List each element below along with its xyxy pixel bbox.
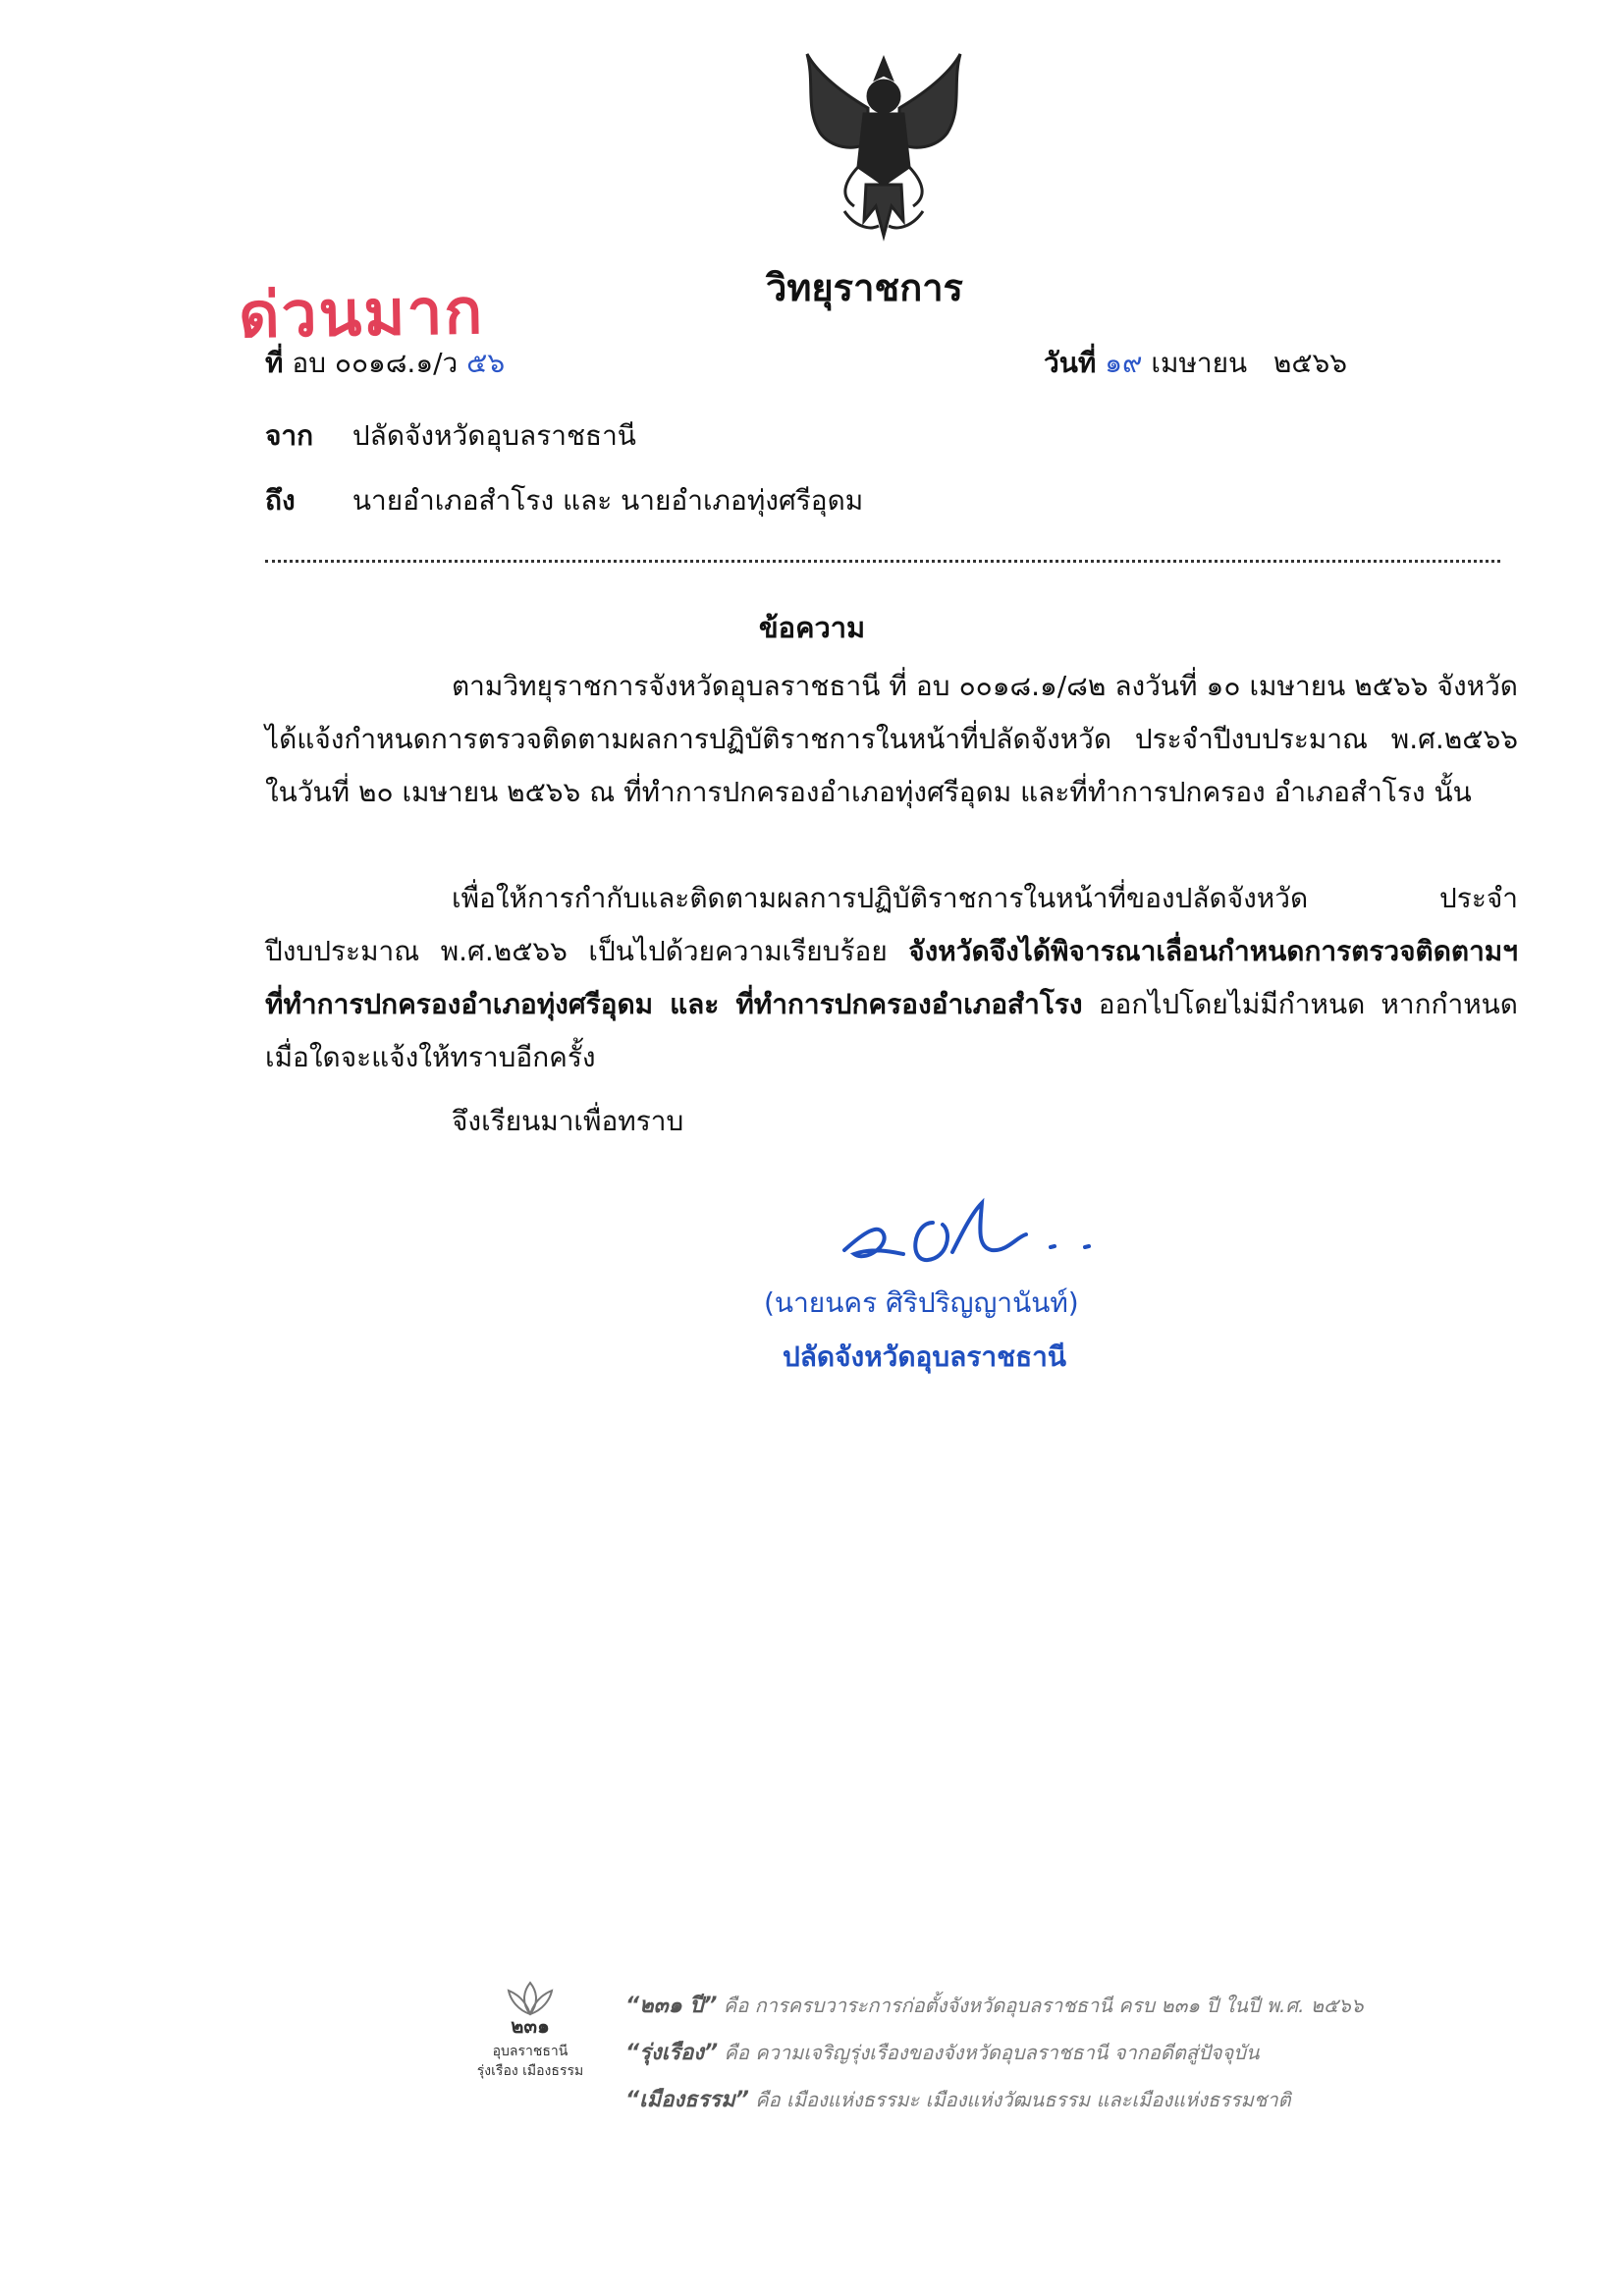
footer-logo-name: อุบลราชธานี [492, 2044, 568, 2059]
footer-text-2: คือ ความเจริญรุ่งเรืองของจังหวัดอุบลราชธานี จากอดีตสู่ปัจจุบัน [718, 2041, 1260, 2064]
paragraph-2-text-c: ออกไปโดยไม่มีกำหนด หากกำหนดเมื่อใดจะแจ้งให้ทราบอีกครั้ง [265, 988, 1518, 1073]
handwritten-signature [835, 1193, 1100, 1282]
footer-logo-slogan: รุ่งเรือง เมืองธรรม [476, 2063, 584, 2079]
message-heading: ข้อความ [758, 611, 866, 644]
from-label: จาก [265, 419, 314, 452]
to-line [265, 479, 863, 522]
paragraph-2-text-a: เพื่อให้การกำกับและติดตามผลการปฏิบัติราชการในหน้าที่ของปลัดจังหวัด ประจำปีงบประมาณ พ.ศ.๒๕๖๖ เป็นไปด้วยความเรียบร้อย [265, 882, 1518, 967]
signatory-name: (นายนคร ศิริปริญญานันท์) [764, 1286, 1079, 1319]
to-value: นายอำเภอสำโรง และ นายอำเภอทุ่งศรีอุดม [352, 484, 864, 517]
ref-label: ที่ [265, 347, 284, 379]
date-day: ๑๙ [1105, 347, 1143, 379]
urgent-stamp: ด่วนมาก [238, 275, 485, 354]
footer-logo-number: ๒๓๑ [511, 2014, 550, 2038]
from-line [265, 414, 636, 458]
date-label: วันที่ [1044, 347, 1097, 379]
ref-handwritten-number: ๕๖ [466, 347, 506, 379]
divider-dotted-line [265, 560, 1500, 563]
paragraph-2-text-bold: จังหวัดจึงได้พิจารณาเลื่อนกำหนดการตรวจติดตามฯ ที่ทำการปกครองอำเภอทุ่งศรีอุดม และ ที่ทำการปกครองอำเภอสำโรง [265, 935, 1518, 1020]
from-value: ปลัดจังหวัดอุบลราชธานี [352, 419, 636, 452]
footer-logo [461, 1979, 599, 2121]
body-paragraph-2 [265, 872, 1518, 1084]
to-label: ถึง [265, 484, 296, 517]
paragraph-1-text: ตามวิทยุราชการจังหวัดอุบลราชธานี ที่ อบ ๐๐๑๘.๑/๘๒ ลงวันที่ ๑๐ เมษายน ๒๕๖๖ จังหวัดได้แจ้งกำหนดการตรวจติดตามผลการปฏิบัติราชการในหน้าที่ปลัดจังหวัด ประจำปีงบประมาณ พ.ศ.๒๕๖๖ ในวันที่ ๒๐ เมษายน ๒๕๖๖ ณ ที่ทำการปกครองอำเภอทุ่งศรีอุดม และที่ทำการปกครอง อำเภอสำโรง นั้น [265, 670, 1518, 808]
footer-text-3: คือ เมืองแห่งธรรมะ เมืองแห่งวัฒนธรรม และเมืองแห่งธรรมชาติ [748, 2088, 1291, 2111]
ref-value: อบ ๐๐๑๘.๑/ว [292, 347, 459, 379]
footer-line-3 [625, 2082, 1291, 2116]
signatory-position: ปลัดจังหวัดอุบลราชธานี [783, 1340, 1067, 1373]
footer-key-2: “รุ่งเรือง” [625, 2041, 719, 2065]
footer-key-1: “๒๓๑ ปี” [625, 1994, 718, 2018]
date-month-year: เมษายน ๒๕๖๖ [1151, 347, 1348, 379]
document-title: วิทยุราชการ [766, 266, 963, 309]
body-paragraph-1 [265, 660, 1518, 819]
footer-line-1 [625, 1988, 1364, 2022]
footer-key-3: “เมืองธรรม” [625, 2088, 749, 2112]
reference-number [265, 342, 505, 385]
garuda-emblem [785, 49, 982, 246]
footer-text-1: คือ การครบวาระการก่อตั้งจังหวัดอุบลราชธานี ครบ ๒๓๑ ปี ในปี พ.ศ. ๒๕๖๖ [717, 1994, 1364, 2017]
footer-line-2 [625, 2035, 1260, 2069]
document-date [1044, 342, 1347, 385]
closing-line: จึงเรียนมาเพื่อทราบ [452, 1105, 684, 1137]
